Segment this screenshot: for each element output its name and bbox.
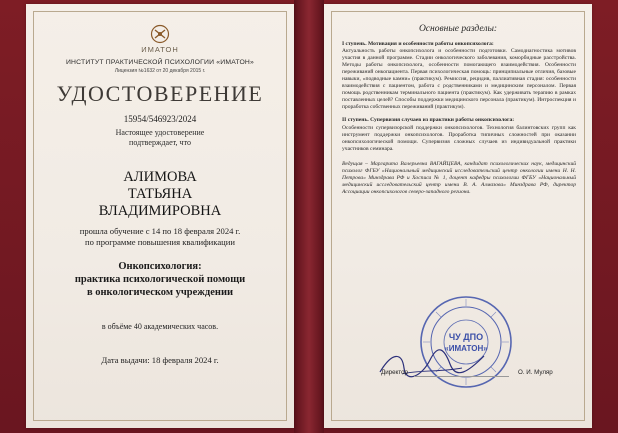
director-signature-row bbox=[374, 369, 578, 379]
lecturer-info: Ведущая – Маргарита Валерьевна ВАГАЙЦЕВА, кандидат психологических наук, медицинский психолог ФГБУ «Национальный медицинский исследовательский центр онкологии имени Н. Н. Петрова» Минздрава РФ и Хосписа № 1, доцент кафедры психологии ФГБУ «Национальный медицинский исследовательский центр имени В. А. Алмазова» Минздрава РФ, директор Ассоциации онкопсихологов северо-западного региона. bbox=[342, 160, 576, 195]
institute-name: ИНСТИТУТ ПРАКТИЧЕСКОЙ ПСИХОЛОГИИ «ИМАТОН» bbox=[65, 59, 255, 66]
director-label: Директор bbox=[381, 369, 408, 376]
holder-name bbox=[26, 169, 294, 220]
imaton-emblem-icon bbox=[149, 24, 171, 44]
director-name: О. И. Муляр bbox=[518, 369, 553, 376]
certifies-line-1: Настоящее удостоверение bbox=[115, 128, 205, 137]
institute-logo bbox=[26, 24, 294, 54]
training-info bbox=[44, 226, 276, 248]
certifies-text bbox=[46, 128, 274, 148]
holder-surname: АЛИМОВА bbox=[123, 169, 197, 185]
stamp-center-line-1: ЧУ ДПО bbox=[448, 332, 484, 342]
holder-patronymic: ВЛАДИМИРОВНА bbox=[98, 203, 222, 219]
document-title: УДОСТОВЕРЕНИЕ bbox=[56, 81, 264, 106]
training-program-type: по программе повышения квалификации bbox=[85, 237, 235, 247]
license-line: Лицензия №1632 от 20 декабря 2015 г. bbox=[114, 68, 206, 74]
certifies-line-2: подтверждает, что bbox=[129, 138, 191, 147]
document-number: 15954/546923/2024 bbox=[123, 114, 197, 124]
sections-body bbox=[342, 41, 576, 196]
program-title-line-3: в онкологическом учреждении bbox=[86, 287, 234, 298]
signature-line bbox=[414, 376, 509, 377]
logo-name: ИМАТОН bbox=[141, 45, 179, 54]
stamp-center-line-2: «ИМАТОН» bbox=[444, 344, 488, 353]
stage-1-text: Актуальность работы онкопсихолога и особенности подготовки. Самодиагностика мотивов участия в данной программе. Стадии онкологического заболевания, коморбидные расстройства. Методы работы онкопсихолога, особенности помогающего взаимодействия. Особенности переживаний онкопациента. Первая психологическая помощь: принципиальные отличия, базовые навыки, «подводные камни» (практикум). Ремиссия, рецидив, паллиативная стадия: особенности взаимодействия с пациентом, работа с родственниками и медицинским персоналом. Первая помощь родственникам терминального пациента (практикум). Как удерживать терапию в рамках поставленных целей? Способы поддержки медицинского персонала (практикум). Интроспекция и проработка собственных переживаний (практикум). bbox=[342, 48, 576, 111]
right-page bbox=[324, 4, 592, 428]
program-volume: в объёме 40 академических часов. bbox=[101, 322, 219, 331]
holder-first-name: ТАТЬЯНА bbox=[127, 186, 193, 202]
sections-title: Основные разделы: bbox=[418, 24, 498, 34]
training-dates: прошла обучение с 14 по 18 февраля 2024 г. bbox=[79, 226, 241, 236]
program-title-line-2: практика психологической помощи bbox=[74, 274, 246, 285]
program-title-line-1: Онкопсихология: bbox=[118, 261, 202, 272]
stage-2-text: Особенности супервизорской поддержки онкопсихологов. Технология балинтовских групп как инструмент поддержки онкопсихологов. Проработка типичных сложностей при оказании онкопсихологической помощи. Супервизия сложных случаев из индивидуальной практики участников семинара. bbox=[342, 124, 576, 152]
program-title bbox=[38, 260, 282, 299]
cover-spine bbox=[294, 0, 324, 433]
left-page bbox=[26, 4, 294, 428]
stage-2-heading: II ступень. Супервизия случаев из практики работы онкопсихолога: bbox=[342, 117, 515, 124]
issue-date: Дата выдачи: 18 февраля 2024 г. bbox=[101, 355, 219, 365]
stage-1-heading: I ступень. Мотивация и особенности работы онкопсихолога: bbox=[342, 41, 494, 47]
